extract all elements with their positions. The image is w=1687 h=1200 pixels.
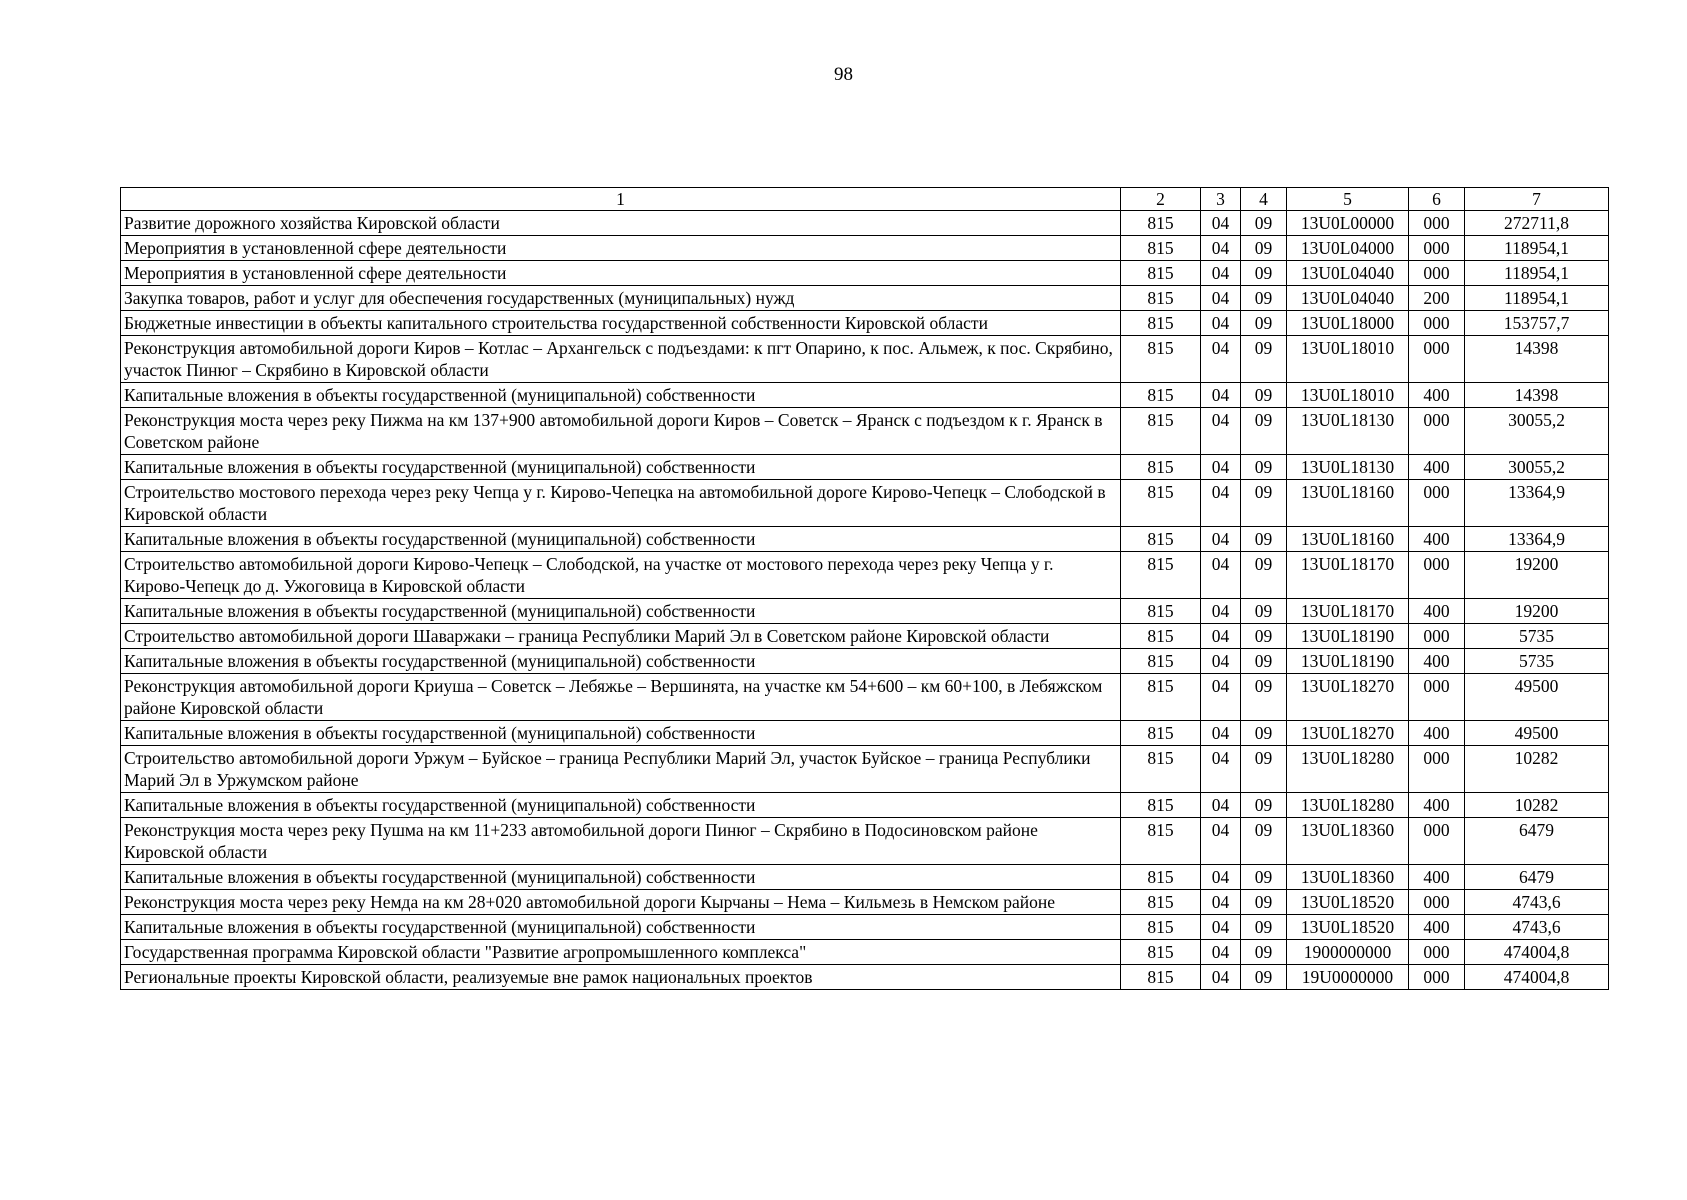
- row-target-article-cell: 1900000000: [1287, 940, 1409, 965]
- row-gr-code-cell: 815: [1121, 624, 1201, 649]
- table-row: [121, 552, 1609, 599]
- row-subsection-cell: 09: [1241, 311, 1287, 336]
- table-row: [121, 793, 1609, 818]
- row-subsection-cell: 09: [1241, 818, 1287, 865]
- row-section-cell: 04: [1201, 674, 1241, 721]
- row-target-article-cell: 13U0L18270: [1287, 674, 1409, 721]
- row-subsection-cell: 09: [1241, 649, 1287, 674]
- row-name-cell: Строительство автомобильной дороги Шаваржаки – граница Республики Марий Эл в Советском районе Кировской области: [121, 624, 1121, 649]
- row-gr-code-cell: 815: [1121, 965, 1201, 990]
- row-amount-cell: 19200: [1465, 552, 1609, 599]
- table-row: [121, 211, 1609, 236]
- row-gr-code-cell: 815: [1121, 721, 1201, 746]
- table-row: [121, 940, 1609, 965]
- row-subsection-cell: 09: [1241, 865, 1287, 890]
- row-target-article-cell: 13U0L18010: [1287, 336, 1409, 383]
- row-subsection-cell: 09: [1241, 408, 1287, 455]
- row-section-cell: 04: [1201, 890, 1241, 915]
- row-gr-code-cell: 815: [1121, 383, 1201, 408]
- row-expense-type-cell: 400: [1409, 793, 1465, 818]
- row-expense-type-cell: 400: [1409, 865, 1465, 890]
- row-section-cell: 04: [1201, 527, 1241, 552]
- table-row: [121, 383, 1609, 408]
- table-row: [121, 599, 1609, 624]
- row-gr-code-cell: 815: [1121, 599, 1201, 624]
- row-expense-type-cell: 400: [1409, 527, 1465, 552]
- table-row: [121, 890, 1609, 915]
- row-target-article-cell: 13U0L04040: [1287, 286, 1409, 311]
- row-amount-cell: 30055,2: [1465, 408, 1609, 455]
- row-target-article-cell: 13U0L18000: [1287, 311, 1409, 336]
- column-header: 7: [1465, 188, 1609, 211]
- table-row: [121, 965, 1609, 990]
- row-name-cell: Капитальные вложения в объекты государственной (муниципальной) собственности: [121, 599, 1121, 624]
- row-section-cell: 04: [1201, 261, 1241, 286]
- row-amount-cell: 474004,8: [1465, 940, 1609, 965]
- row-amount-cell: 49500: [1465, 674, 1609, 721]
- row-name-cell: Бюджетные инвестиции в объекты капитального строительства государственной собственности Кировской области: [121, 311, 1121, 336]
- page-number: 98: [834, 64, 853, 85]
- column-header: 2: [1121, 188, 1201, 211]
- table-row: [121, 746, 1609, 793]
- row-name-cell: Мероприятия в установленной сфере деятельности: [121, 236, 1121, 261]
- row-target-article-cell: 13U0L18280: [1287, 793, 1409, 818]
- row-subsection-cell: 09: [1241, 527, 1287, 552]
- row-amount-cell: 6479: [1465, 865, 1609, 890]
- row-amount-cell: 19200: [1465, 599, 1609, 624]
- row-amount-cell: 474004,8: [1465, 965, 1609, 990]
- row-gr-code-cell: 815: [1121, 455, 1201, 480]
- table-row: [121, 865, 1609, 890]
- row-gr-code-cell: 815: [1121, 940, 1201, 965]
- row-section-cell: 04: [1201, 383, 1241, 408]
- table-row: [121, 286, 1609, 311]
- row-expense-type-cell: 000: [1409, 674, 1465, 721]
- row-subsection-cell: 09: [1241, 261, 1287, 286]
- row-gr-code-cell: 815: [1121, 286, 1201, 311]
- row-section-cell: 04: [1201, 746, 1241, 793]
- table-row: [121, 261, 1609, 286]
- row-name-cell: Государственная программа Кировской области "Развитие агропромышленного комплекса": [121, 940, 1121, 965]
- row-expense-type-cell: 400: [1409, 599, 1465, 624]
- row-expense-type-cell: 000: [1409, 480, 1465, 527]
- row-expense-type-cell: 400: [1409, 915, 1465, 940]
- row-target-article-cell: 13U0L18190: [1287, 624, 1409, 649]
- row-amount-cell: 14398: [1465, 383, 1609, 408]
- column-header: 1: [121, 188, 1121, 211]
- row-amount-cell: 4743,6: [1465, 915, 1609, 940]
- row-amount-cell: 272711,8: [1465, 211, 1609, 236]
- row-target-article-cell: 13U0L18190: [1287, 649, 1409, 674]
- row-subsection-cell: 09: [1241, 286, 1287, 311]
- row-gr-code-cell: 815: [1121, 649, 1201, 674]
- row-expense-type-cell: 000: [1409, 940, 1465, 965]
- row-target-article-cell: 13U0L18130: [1287, 408, 1409, 455]
- row-target-article-cell: 13U0L18520: [1287, 915, 1409, 940]
- column-header: 6: [1409, 188, 1465, 211]
- row-target-article-cell: 13U0L18170: [1287, 599, 1409, 624]
- row-expense-type-cell: 400: [1409, 649, 1465, 674]
- row-expense-type-cell: 000: [1409, 624, 1465, 649]
- row-name-cell: Капитальные вложения в объекты государственной (муниципальной) собственности: [121, 455, 1121, 480]
- row-gr-code-cell: 815: [1121, 480, 1201, 527]
- row-name-cell: Региональные проекты Кировской области, реализуемые вне рамок национальных проектов: [121, 965, 1121, 990]
- row-section-cell: 04: [1201, 211, 1241, 236]
- row-amount-cell: 10282: [1465, 746, 1609, 793]
- row-section-cell: 04: [1201, 721, 1241, 746]
- row-gr-code-cell: 815: [1121, 236, 1201, 261]
- row-amount-cell: 6479: [1465, 818, 1609, 865]
- row-name-cell: Строительство автомобильной дороги Уржум – Буйское – граница Республики Марий Эл, участок Буйское – граница Республики Марий Эл в Уржумском районе: [121, 746, 1121, 793]
- row-target-article-cell: 13U0L18010: [1287, 383, 1409, 408]
- row-gr-code-cell: 815: [1121, 527, 1201, 552]
- row-expense-type-cell: 200: [1409, 286, 1465, 311]
- row-expense-type-cell: 000: [1409, 211, 1465, 236]
- row-amount-cell: 153757,7: [1465, 311, 1609, 336]
- table-row: [121, 311, 1609, 336]
- table-row: [121, 624, 1609, 649]
- row-subsection-cell: 09: [1241, 746, 1287, 793]
- row-subsection-cell: 09: [1241, 336, 1287, 383]
- row-name-cell: Реконструкция автомобильной дороги Криуша – Советск – Лебяжье – Вершинята, на участке км 54+600 – км 60+100, в Лебяжском районе Кировской области: [121, 674, 1121, 721]
- row-subsection-cell: 09: [1241, 965, 1287, 990]
- row-amount-cell: 13364,9: [1465, 527, 1609, 552]
- row-expense-type-cell: 400: [1409, 721, 1465, 746]
- row-section-cell: 04: [1201, 286, 1241, 311]
- row-name-cell: Мероприятия в установленной сфере деятельности: [121, 261, 1121, 286]
- row-amount-cell: 118954,1: [1465, 236, 1609, 261]
- row-target-article-cell: 13U0L00000: [1287, 211, 1409, 236]
- row-name-cell: Капитальные вложения в объекты государственной (муниципальной) собственности: [121, 793, 1121, 818]
- row-expense-type-cell: 000: [1409, 261, 1465, 286]
- row-gr-code-cell: 815: [1121, 793, 1201, 818]
- row-subsection-cell: 09: [1241, 211, 1287, 236]
- row-section-cell: 04: [1201, 311, 1241, 336]
- row-section-cell: 04: [1201, 236, 1241, 261]
- row-target-article-cell: 13U0L04000: [1287, 236, 1409, 261]
- table-row: [121, 455, 1609, 480]
- row-target-article-cell: 13U0L18520: [1287, 890, 1409, 915]
- row-section-cell: 04: [1201, 818, 1241, 865]
- row-target-article-cell: 19U0000000: [1287, 965, 1409, 990]
- row-name-cell: Капитальные вложения в объекты государственной (муниципальной) собственности: [121, 383, 1121, 408]
- table-row: [121, 480, 1609, 527]
- row-subsection-cell: 09: [1241, 599, 1287, 624]
- table-body: [121, 211, 1609, 990]
- row-subsection-cell: 09: [1241, 915, 1287, 940]
- row-amount-cell: 13364,9: [1465, 480, 1609, 527]
- row-gr-code-cell: 815: [1121, 552, 1201, 599]
- row-gr-code-cell: 815: [1121, 818, 1201, 865]
- row-amount-cell: 10282: [1465, 793, 1609, 818]
- row-target-article-cell: 13U0L18280: [1287, 746, 1409, 793]
- row-target-article-cell: 13U0L18130: [1287, 455, 1409, 480]
- row-section-cell: 04: [1201, 336, 1241, 383]
- row-target-article-cell: 13U0L18270: [1287, 721, 1409, 746]
- row-expense-type-cell: 000: [1409, 746, 1465, 793]
- row-target-article-cell: 13U0L18360: [1287, 865, 1409, 890]
- row-section-cell: 04: [1201, 599, 1241, 624]
- row-section-cell: 04: [1201, 455, 1241, 480]
- row-name-cell: Капитальные вложения в объекты государственной (муниципальной) собственности: [121, 721, 1121, 746]
- row-subsection-cell: 09: [1241, 480, 1287, 527]
- row-target-article-cell: 13U0L18160: [1287, 527, 1409, 552]
- row-section-cell: 04: [1201, 552, 1241, 599]
- row-name-cell: Закупка товаров, работ и услуг для обеспечения государственных (муниципальных) нужд: [121, 286, 1121, 311]
- row-subsection-cell: 09: [1241, 940, 1287, 965]
- row-name-cell: Строительство мостового перехода через реку Чепца у г. Кирово-Чепецка на автомобильной дороге Кирово-Чепецк – Слободской в Кировской области: [121, 480, 1121, 527]
- table-row: [121, 527, 1609, 552]
- row-gr-code-cell: 815: [1121, 674, 1201, 721]
- row-name-cell: Реконструкция моста через реку Немда на км 28+020 автомобильной дороги Кырчаны – Нема – Кильмезь в Немском районе: [121, 890, 1121, 915]
- column-header: 3: [1201, 188, 1241, 211]
- row-expense-type-cell: 000: [1409, 236, 1465, 261]
- row-target-article-cell: 13U0L18360: [1287, 818, 1409, 865]
- row-name-cell: Капитальные вложения в объекты государственной (муниципальной) собственности: [121, 915, 1121, 940]
- row-gr-code-cell: 815: [1121, 311, 1201, 336]
- row-gr-code-cell: 815: [1121, 746, 1201, 793]
- row-name-cell: Строительство автомобильной дороги Кирово-Чепецк – Слободской, на участке от мостового перехода через реку Чепца у г. Кирово-Чепецк до д. Ужоговица в Кировской области: [121, 552, 1121, 599]
- row-subsection-cell: 09: [1241, 455, 1287, 480]
- budget-table: [120, 187, 1609, 990]
- row-subsection-cell: 09: [1241, 236, 1287, 261]
- table-row: [121, 649, 1609, 674]
- row-name-cell: Капитальные вложения в объекты государственной (муниципальной) собственности: [121, 865, 1121, 890]
- row-expense-type-cell: 000: [1409, 965, 1465, 990]
- row-gr-code-cell: 815: [1121, 865, 1201, 890]
- row-section-cell: 04: [1201, 480, 1241, 527]
- row-section-cell: 04: [1201, 865, 1241, 890]
- row-name-cell: Капитальные вложения в объекты государственной (муниципальной) собственности: [121, 527, 1121, 552]
- row-amount-cell: 4743,6: [1465, 890, 1609, 915]
- row-expense-type-cell: 400: [1409, 383, 1465, 408]
- row-subsection-cell: 09: [1241, 624, 1287, 649]
- row-expense-type-cell: 000: [1409, 336, 1465, 383]
- table-row: [121, 818, 1609, 865]
- row-amount-cell: 118954,1: [1465, 286, 1609, 311]
- table-row: [121, 915, 1609, 940]
- row-gr-code-cell: 815: [1121, 261, 1201, 286]
- table-row: [121, 721, 1609, 746]
- row-amount-cell: 49500: [1465, 721, 1609, 746]
- table-row: [121, 336, 1609, 383]
- row-section-cell: 04: [1201, 624, 1241, 649]
- row-section-cell: 04: [1201, 940, 1241, 965]
- row-amount-cell: 118954,1: [1465, 261, 1609, 286]
- row-amount-cell: 5735: [1465, 649, 1609, 674]
- row-expense-type-cell: 000: [1409, 818, 1465, 865]
- table-row: [121, 408, 1609, 455]
- row-gr-code-cell: 815: [1121, 890, 1201, 915]
- row-gr-code-cell: 815: [1121, 915, 1201, 940]
- row-target-article-cell: 13U0L18170: [1287, 552, 1409, 599]
- table-row: [121, 236, 1609, 261]
- column-header: 4: [1241, 188, 1287, 211]
- row-expense-type-cell: 000: [1409, 890, 1465, 915]
- row-expense-type-cell: 000: [1409, 552, 1465, 599]
- row-gr-code-cell: 815: [1121, 211, 1201, 236]
- row-name-cell: Реконструкция моста через реку Пижма на км 137+900 автомобильной дороги Киров – Советск – Яранск с подъездом к г. Яранск в Советском районе: [121, 408, 1121, 455]
- table-row: [121, 674, 1609, 721]
- column-header: 5: [1287, 188, 1409, 211]
- row-expense-type-cell: 000: [1409, 311, 1465, 336]
- row-section-cell: 04: [1201, 408, 1241, 455]
- row-subsection-cell: 09: [1241, 721, 1287, 746]
- row-name-cell: Реконструкция моста через реку Пушма на км 11+233 автомобильной дороги Пинюг – Скрябино в Подосиновском районе Кировской области: [121, 818, 1121, 865]
- row-expense-type-cell: 000: [1409, 408, 1465, 455]
- row-amount-cell: 5735: [1465, 624, 1609, 649]
- row-name-cell: Развитие дорожного хозяйства Кировской области: [121, 211, 1121, 236]
- row-subsection-cell: 09: [1241, 793, 1287, 818]
- row-expense-type-cell: 400: [1409, 455, 1465, 480]
- row-target-article-cell: 13U0L18160: [1287, 480, 1409, 527]
- row-target-article-cell: 13U0L04040: [1287, 261, 1409, 286]
- row-name-cell: Капитальные вложения в объекты государственной (муниципальной) собственности: [121, 649, 1121, 674]
- row-gr-code-cell: 815: [1121, 408, 1201, 455]
- row-subsection-cell: 09: [1241, 890, 1287, 915]
- row-subsection-cell: 09: [1241, 552, 1287, 599]
- row-section-cell: 04: [1201, 649, 1241, 674]
- table-header-row: [121, 188, 1609, 211]
- row-section-cell: 04: [1201, 915, 1241, 940]
- row-section-cell: 04: [1201, 793, 1241, 818]
- row-amount-cell: 14398: [1465, 336, 1609, 383]
- row-section-cell: 04: [1201, 965, 1241, 990]
- row-amount-cell: 30055,2: [1465, 455, 1609, 480]
- row-subsection-cell: 09: [1241, 383, 1287, 408]
- row-subsection-cell: 09: [1241, 674, 1287, 721]
- row-gr-code-cell: 815: [1121, 336, 1201, 383]
- row-name-cell: Реконструкция автомобильной дороги Киров – Котлас – Архангельск с подъездами: к пгт Опарино, к пос. Альмеж, к пос. Скрябино, участок Пинюг – Скрябино в Кировской области: [121, 336, 1121, 383]
